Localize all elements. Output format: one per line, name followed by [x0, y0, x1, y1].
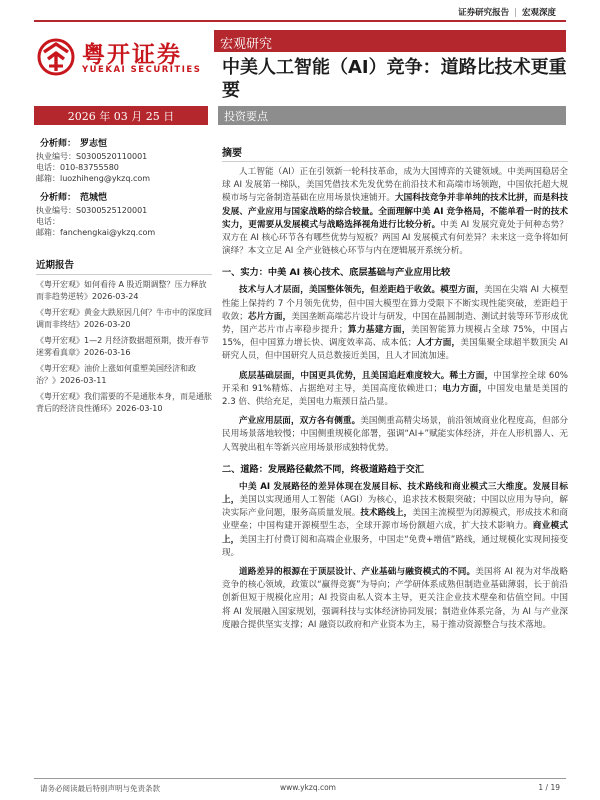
logo-text-en: YUEKAI SECURITIES: [82, 65, 202, 75]
analyst-email[interactable]: 邮箱：fanchengkai@ykzq.com: [36, 228, 156, 237]
report-type-tag: 证券研究报告 | 宏观深度: [458, 8, 556, 18]
paragraph-root-cause: 道路差异的根源在于顶层设计、产业基础与融资模式的不同。美国将 AI 视为对华战略竞争的核心领域，政策以“赢得竞赛”为导向；产学研体系成熟但制造业基础薄弱，长于前沿创新但短于规模化应用；AI 投资由私人资本主导，更关注企业技术壁垒和估值空间。中国将 AI 发展融入国家规划，强调科技与实体经济协同发展；制造业体系完备，为 AI 与产业深度融合提供坚实支撑；AI 融资以政府和产业资本为主，易于推动资源整合与技术落地。: [222, 567, 568, 630]
main-content: [222, 144, 568, 638]
recent-report-link[interactable]: 《粤开宏观》我们需要的不是通胀本身，而是通胀背后的经济良性循环》2026-03-10: [36, 392, 212, 413]
analyst-cert: 执业编号：S0300525120001: [36, 206, 148, 215]
section-heading-2: 二、道路：发展路径截然不同，终极道路趋于交汇: [222, 463, 425, 475]
report-date: 2026 年 03 月 25 日: [67, 110, 175, 123]
paragraph-foundation: 底层基础层面，中国更具优势，且美国追赶难度较大。稀土方面，中国掌控全球 60%开采和 91%精炼、占据绝对主导，美国高度依赖进口；电力方面，中国发电量是美国的 2.3 倍、供给充足，美国电力瓶颈日益凸显。: [222, 370, 568, 408]
footer-rule: [34, 778, 566, 779]
header-rule: [34, 20, 566, 22]
paragraph-tech-talent: 技术与人才层面，美国整体领先，但差距趋于收敛。模型方面，美国在尖端 AI 大模型性能上保持约 7 个月领先优势，但中国大模型在算力受限下不断实现性能突破，差距趋于收敛；芯片方面，美国垄断高端芯片设计与研发，中国在晶圆制造、测试封装等环节形成优势，国产芯片市占率稳步提升；算力基建方面，美国智能算力规模占全球 75%，中国占 15%，但中国算力增长快、调度效率高、成本低；人才方面，美国集聚全球超半数顶尖 AI 研究人员，但中国研究人员总数接近美国，且人才回流加速。: [222, 285, 568, 362]
report-type: 证券研究报告: [458, 8, 510, 18]
abstract-intro: 人工智能（AI）正在引领新一轮科技革命，成为大国博弈的关键领域。中美两国稳居全球 AI 发展第一梯队，美国凭借技术先发优势在前沿技术和高端市场领跑，中国依托超大规模市场与完备制造基础在应用场景快速铺开。大国科技竞争并非单纯的技术比拼，而是科技发展、产业应用与国家战略的综合较量。全面理解中美 AI 竞争格局，不能单看一时的技术实力，更需要从发展模式与战略选择视角进行比较分析。中美 AI 发展究竟处于何种态势？双方在 AI 核心环节各有哪些优势与短板？两国 AI 发展模式有何差异？未来这一竞争将如何演绎？本文立足 AI 全产业链核心环节与内在逻辑展开系统分析。: [222, 167, 568, 257]
recent-reports-title: 近期报告: [36, 260, 75, 271]
abstract-title: 摘要: [222, 148, 242, 159]
footer-website[interactable]: www.ykzq.com: [280, 783, 336, 792]
section-heading-1: 一、实力：中美 AI 核心技术、底层基础与产业应用比较: [222, 267, 451, 279]
analyst-phone: 电话：: [36, 217, 60, 226]
analyst-role: 分析师：: [40, 139, 77, 149]
analyst-card: [36, 138, 212, 184]
logo-text-cn: 粤开证券: [82, 42, 182, 68]
paragraph-path-difference: 中美 AI 发展路径的差异体现在发展目标、技术路线和商业模式三大维度。发展目标上，美国以实现通用人工智能（AGI）为核心，追求技术极限突破；中国以应用为导向，解决实际产业问题，服务高质量发展。技术路线上，美国主流模型为闭源模式，形成技术和商业壁垒；中国构建开源模型生态，全球开源市场份额超六成，扩大技术影响力。商业模式上，美国主打付费订阅和高端企业服务，中国走“免费+增值”路线，通过规模化实现间接变现。: [222, 481, 568, 558]
analyst-cert: 执业编号：S0300520110001: [36, 152, 148, 161]
brand-logo: [36, 36, 206, 78]
recent-report-link[interactable]: 《粤开宏观》黄金大跌原因几何？牛市中的深度回调而非终结》2026-03-20: [36, 308, 212, 329]
recent-report-link[interactable]: 《粤开宏观》如何看待 A 股近期调整？压力释放而非趋势逆转》2026-03-24: [36, 280, 207, 301]
analyst-name: 范城恺: [80, 193, 108, 203]
top-header: [0, 0, 600, 22]
recent-reports-divider: [36, 274, 212, 275]
recent-report-link[interactable]: 《粤开宏观》油价上涨如何重塑美国经济和政治？》2026-03-11: [36, 364, 196, 385]
report-kind: 宏观深度: [521, 8, 556, 18]
analyst-name: 罗志恒: [80, 139, 108, 149]
report-title: 中美人工智能（AI）竞争：道路比技术更重要: [222, 57, 567, 101]
logo-mark-icon: [36, 38, 76, 76]
analyst-phone: 电话：010-83755580: [36, 163, 119, 172]
analyst-role: 分析师：: [40, 193, 77, 203]
key-points-bar: [218, 106, 566, 125]
abstract-divider: [222, 161, 568, 162]
analyst-card: [36, 192, 212, 238]
footer-disclaimer[interactable]: 请务必阅读最后特别声明与免责条款: [40, 784, 160, 793]
key-points-label: 投资要点: [224, 110, 268, 123]
recent-report-link[interactable]: 《粤开宏观》1—2 月经济数据超预期，拨开春节迷雾看真章》2026-03-16: [36, 336, 209, 357]
left-sidebar: [36, 138, 212, 419]
page-number: 1 / 19: [538, 783, 560, 792]
paragraph-application: 产业应用层面，双方各有侧重。美国侧重高精尖场景，前沿领域商业化程度高，但部分民用场景落地较慢；中国侧重规模化部署，强调“AI+”赋能实体经济，并在人形机器人、无人驾驶出租车等新兴应用场景形成独特优势。: [222, 416, 568, 453]
analyst-email[interactable]: 邮箱：luozhiheng@ykzq.com: [36, 174, 151, 183]
category-label: 宏观研究: [220, 37, 273, 52]
